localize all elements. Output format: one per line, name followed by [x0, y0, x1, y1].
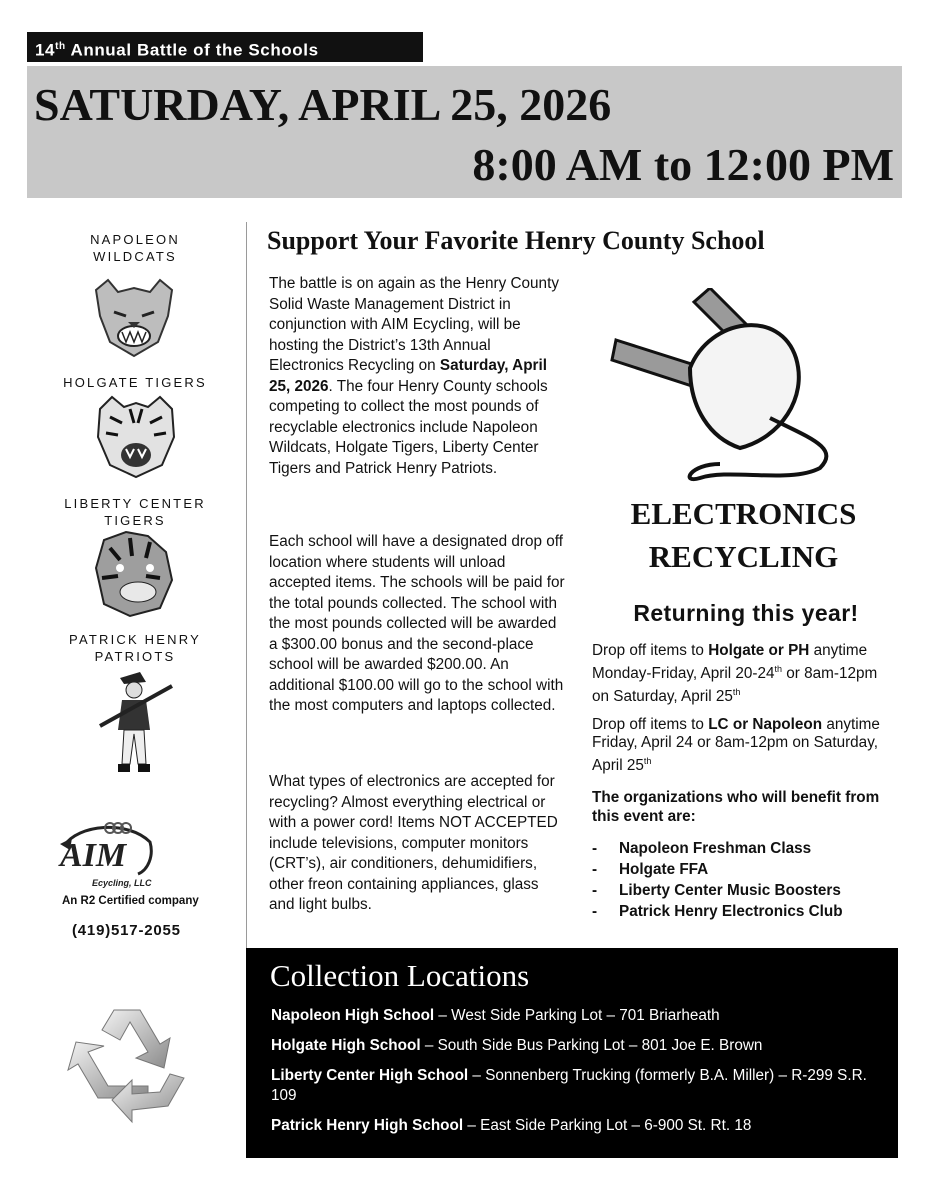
intro-paragraph	[269, 274, 567, 479]
list-item: - Patrick Henry Electronics Club	[592, 901, 843, 922]
event-number-suffix: th	[55, 41, 66, 52]
patriot-mascot-icon	[96, 668, 176, 776]
rules-paragraph	[269, 532, 567, 717]
school-name-line: NAPOLEON	[90, 232, 180, 247]
event-label	[27, 32, 423, 62]
drop-text: anytime Monday-Friday, April 20-24	[592, 642, 868, 683]
location-row	[271, 1116, 891, 1136]
beneficiaries-heading: The organizations who will benefit from this event are:	[592, 789, 880, 825]
location-row	[271, 1006, 891, 1026]
aim-phone-number: (419)517-2055	[72, 922, 181, 939]
accepted-items-paragraph	[269, 772, 567, 916]
location-detail: – West Side Parking Lot – 701 Briarheath	[434, 1007, 720, 1024]
school-liberty-center-label	[30, 495, 240, 529]
location-school: Napoleon High School	[271, 1007, 435, 1024]
ordinal-suffix: th	[732, 687, 741, 698]
school-name-line: LIBERTY CENTER	[64, 496, 206, 511]
drop-off-lc-napoleon	[592, 716, 897, 775]
school-name-line: HOLGATE TIGERS	[63, 375, 207, 390]
tiger-head-mascot-icon	[90, 528, 176, 618]
accepted-items-text: What types of electronics are accepted for recycling? Almost everything electrical or with a power cord! Items NOT ACCEPTED include televisions, computer monitors (CRT’s), air conditioners, dehumidifiers, other freon containing appliances, glass and light bulbs.	[269, 773, 558, 913]
drop-text: Drop off items to	[592, 642, 709, 659]
wildcat-mascot-icon	[88, 276, 180, 360]
location-detail: – Sonnenberg Trucking (formerly B.A. Miller) – R-299 S.R. 109	[271, 1067, 867, 1104]
list-item: - Holgate FFA	[592, 859, 843, 880]
school-name-line: PATRIOTS	[94, 649, 176, 664]
ordinal-suffix: th	[774, 664, 783, 674]
aim-logo-subtext: Ecycling, LLC	[92, 878, 152, 888]
school-name-line: PATRICK HENRY	[69, 632, 201, 647]
location-row	[271, 1036, 891, 1056]
drop-schools-bold: LC or Napoleon	[708, 716, 823, 733]
intro-date-bold: Saturday, April 25, 2026	[269, 357, 547, 395]
ordinal-suffix: th	[643, 756, 652, 766]
location-row	[271, 1066, 891, 1106]
location-school: Patrick Henry High School	[271, 1117, 464, 1134]
school-holgate-label	[30, 374, 240, 391]
school-patrick-henry-label	[30, 631, 240, 665]
school-napoleon-label	[30, 231, 240, 265]
event-name: Annual Battle of the Schools	[70, 40, 319, 60]
collection-locations-title: Collection Locations	[270, 958, 530, 993]
intro-text: The battle is on again as the Henry County Solid Waste Management District in conjunction with AIM Ecycling, will be hosting the District’s 13th Annual Electronics Recycling on	[269, 275, 559, 374]
drop-text: or 8am-12pm on Saturday, April 25	[592, 665, 878, 706]
electrical-plug-icon	[610, 288, 840, 493]
tiger-mascot-icon	[90, 393, 182, 479]
rules-text: Each school will have a designated drop off location where students will unload accepted items. The schools will be paid for the total pounds collected. The school with the most pounds collected will be awarded a $300.00 bonus and the second-place school will be awarded $200.00. An additional $100.00 will go to the school with the most computers and laptops collected.	[269, 533, 565, 714]
location-detail: – South Side Bus Parking Lot – 801 Joe E. Brown	[420, 1037, 763, 1054]
drop-off-holgate-ph	[592, 642, 897, 706]
list-item: - Liberty Center Music Boosters	[592, 880, 843, 901]
beneficiaries-list	[592, 838, 843, 922]
drop-text: anytime Friday, April 24 or 8am-12pm on Saturday, April 25	[592, 716, 880, 775]
location-school: Holgate High School	[271, 1037, 421, 1054]
intro-text-continued: . The four Henry County schools competing to collect the most pounds of recyclable electronics include Napoleon Wildcats, Holgate Tigers, Liberty Center Tigers and Patrick Henry Patriots.	[269, 377, 548, 477]
event-date: SATURDAY, APRIL 25, 2026	[34, 79, 612, 130]
location-school: Liberty Center High School	[271, 1067, 469, 1084]
aim-logo-text: AIM	[60, 837, 127, 874]
collection-locations-box	[246, 948, 898, 1158]
school-name-line: TIGERS	[104, 513, 166, 528]
aim-certified-text: An R2 Certified company	[62, 895, 199, 907]
column-divider	[246, 222, 247, 992]
drop-text: Drop off items to	[592, 716, 709, 733]
list-item: - Napoleon Freshman Class	[592, 838, 843, 859]
event-number: 14	[35, 40, 56, 60]
electronics-recycling-title	[596, 492, 891, 578]
recycle-symbol-icon	[64, 1000, 190, 1131]
title-line: ELECTRONICS	[630, 496, 857, 531]
title-line: RECYCLING	[648, 539, 839, 574]
page-headline: Support Your Favorite Henry County School	[267, 226, 765, 255]
returning-heading: Returning this year!	[633, 600, 859, 626]
drop-schools-bold: Holgate or PH	[708, 642, 810, 659]
location-detail: – East Side Parking Lot – 6-900 St. Rt. 18	[463, 1117, 752, 1134]
event-time: 8:00 AM to 12:00 PM	[472, 139, 894, 190]
school-name-line: WILDCATS	[93, 249, 177, 264]
